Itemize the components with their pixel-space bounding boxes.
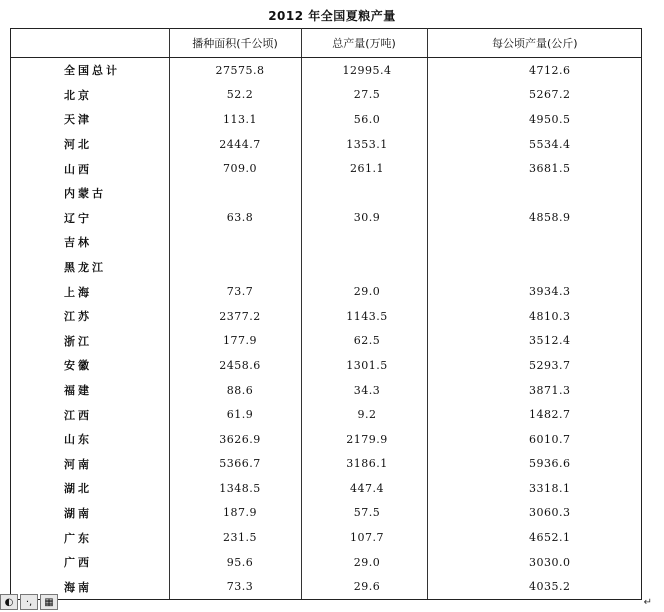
region-cell: 安徽 xyxy=(64,359,92,373)
header-row xyxy=(10,28,642,58)
output-cell: 34.3 xyxy=(301,378,427,403)
ime-toolbar xyxy=(0,592,64,612)
output-cell: 27.5 xyxy=(301,83,427,108)
region-cell: 黑龙江 xyxy=(64,261,106,275)
moon-icon[interactable]: ◐ xyxy=(0,594,18,610)
yield-cell xyxy=(427,230,642,255)
table-row xyxy=(10,476,642,501)
yield-cell: 3512.4 xyxy=(427,329,642,354)
output-cell: 9.2 xyxy=(301,402,427,427)
output-cell: 1143.5 xyxy=(301,304,427,329)
yield-cell: 3934.3 xyxy=(427,279,642,304)
output-cell xyxy=(301,255,427,280)
region-cell: 江苏 xyxy=(64,310,92,324)
table-row xyxy=(10,550,642,575)
yield-cell: 4652.1 xyxy=(427,525,642,550)
yield-cell: 4035.2 xyxy=(427,574,642,599)
header-cell-area: 播种面积(千公顷) xyxy=(169,28,301,58)
table-row xyxy=(10,353,642,378)
table-title: 2012 年全国夏粮产量 xyxy=(268,9,396,23)
header-cell-yield: 每公顷产量(公斤) xyxy=(427,28,642,58)
output-cell: 1353.1 xyxy=(301,132,427,157)
region-cell: 辽宁 xyxy=(64,211,92,225)
region-cell: 上海 xyxy=(64,285,92,299)
area-cell: 88.6 xyxy=(169,378,301,403)
region-cell: 福建 xyxy=(64,384,92,398)
table-row xyxy=(10,181,642,206)
area-cell: 27575.8 xyxy=(169,58,301,83)
area-cell: 73.3 xyxy=(169,574,301,599)
output-cell: 56.0 xyxy=(301,107,427,132)
area-cell xyxy=(169,255,301,280)
yield-cell: 4810.3 xyxy=(427,304,642,329)
region-cell: 海南 xyxy=(64,580,92,594)
area-cell: 5366.7 xyxy=(169,452,301,477)
yield-cell: 3318.1 xyxy=(427,476,642,501)
yield-cell: 5936.6 xyxy=(427,452,642,477)
area-cell: 113.1 xyxy=(169,107,301,132)
area-cell: 2444.7 xyxy=(169,132,301,157)
area-cell: 95.6 xyxy=(169,550,301,575)
output-cell: 62.5 xyxy=(301,329,427,354)
table-row xyxy=(10,525,642,550)
header-cell-output: 总产量(万吨) xyxy=(301,28,427,58)
table-row xyxy=(10,378,642,403)
area-cell xyxy=(169,230,301,255)
output-cell: 3186.1 xyxy=(301,452,427,477)
output-cell xyxy=(301,181,427,206)
region-cell: 湖北 xyxy=(64,482,92,496)
output-cell: 261.1 xyxy=(301,156,427,181)
output-cell: 12995.4 xyxy=(301,58,427,83)
table-row xyxy=(10,279,642,304)
region-cell: 山西 xyxy=(64,162,92,176)
region-cell: 山东 xyxy=(64,433,92,447)
area-cell: 73.7 xyxy=(169,279,301,304)
region-cell: 内蒙古 xyxy=(64,187,106,201)
table-row xyxy=(10,132,642,157)
output-cell: 30.9 xyxy=(301,206,427,231)
output-cell: 1301.5 xyxy=(301,353,427,378)
yield-cell: 5534.4 xyxy=(427,132,642,157)
area-cell: 709.0 xyxy=(169,156,301,181)
region-cell: 广西 xyxy=(64,556,92,570)
yield-cell xyxy=(427,255,642,280)
table-row xyxy=(10,329,642,354)
area-cell: 2458.6 xyxy=(169,353,301,378)
table-row xyxy=(10,58,642,83)
region-cell: 浙江 xyxy=(64,334,92,348)
output-cell: 29.6 xyxy=(301,574,427,599)
yield-cell: 6010.7 xyxy=(427,427,642,452)
area-cell: 231.5 xyxy=(169,525,301,550)
table-row xyxy=(10,230,642,255)
yield-cell: 4950.5 xyxy=(427,107,642,132)
table-row xyxy=(10,206,642,231)
yield-cell: 3030.0 xyxy=(427,550,642,575)
yield-cell: 3871.3 xyxy=(427,378,642,403)
output-cell: 107.7 xyxy=(301,525,427,550)
table-row xyxy=(10,255,642,280)
output-cell: 447.4 xyxy=(301,476,427,501)
output-cell: 29.0 xyxy=(301,550,427,575)
region-cell: 河北 xyxy=(64,138,92,152)
area-cell: 3626.9 xyxy=(169,427,301,452)
keyboard-icon[interactable]: ▦ xyxy=(40,594,58,610)
yield-cell: 1482.7 xyxy=(427,402,642,427)
yield-cell: 4712.6 xyxy=(427,58,642,83)
table-row xyxy=(10,427,642,452)
output-cell: 2179.9 xyxy=(301,427,427,452)
area-cell: 2377.2 xyxy=(169,304,301,329)
area-cell: 61.9 xyxy=(169,402,301,427)
area-cell: 1348.5 xyxy=(169,476,301,501)
table-row xyxy=(10,107,642,132)
region-cell: 北京 xyxy=(64,88,92,102)
table-row xyxy=(10,156,642,181)
table-row xyxy=(10,574,642,599)
table-row xyxy=(10,304,642,329)
region-cell: 天津 xyxy=(64,113,92,127)
area-cell: 187.9 xyxy=(169,501,301,526)
table-row xyxy=(10,501,642,526)
region-cell: 全国总计 xyxy=(64,64,120,78)
region-cell: 河南 xyxy=(64,457,92,471)
table-body xyxy=(10,58,642,600)
region-cell: 江西 xyxy=(64,408,92,422)
area-cell xyxy=(169,181,301,206)
yield-cell: 4858.9 xyxy=(427,206,642,231)
output-cell: 57.5 xyxy=(301,501,427,526)
area-cell: 177.9 xyxy=(169,329,301,354)
region-cell: 湖南 xyxy=(64,506,92,520)
dots-icon[interactable]: ·, xyxy=(20,594,38,610)
area-cell: 52.2 xyxy=(169,83,301,108)
grain-output-table xyxy=(10,28,642,599)
yield-cell: 3060.3 xyxy=(427,501,642,526)
header-cell-region xyxy=(10,28,169,58)
return-mark: ↵ xyxy=(643,597,652,608)
output-cell xyxy=(301,230,427,255)
output-cell: 29.0 xyxy=(301,279,427,304)
area-cell: 63.8 xyxy=(169,206,301,231)
table-row xyxy=(10,452,642,477)
yield-cell xyxy=(427,181,642,206)
region-cell: 广东 xyxy=(64,531,92,545)
table-row xyxy=(10,83,642,108)
region-cell: 吉林 xyxy=(64,236,92,250)
table-row xyxy=(10,402,642,427)
yield-cell: 3681.5 xyxy=(427,156,642,181)
yield-cell: 5267.2 xyxy=(427,83,642,108)
yield-cell: 5293.7 xyxy=(427,353,642,378)
